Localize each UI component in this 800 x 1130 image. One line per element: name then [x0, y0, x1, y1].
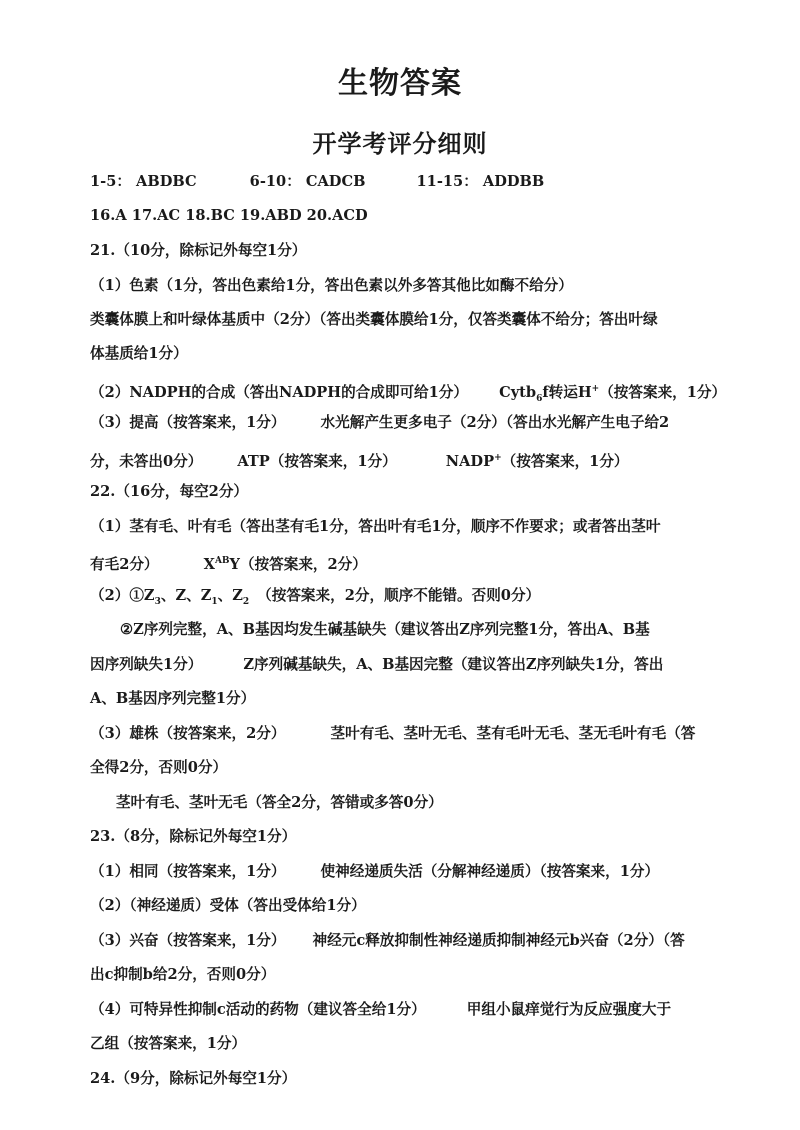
- q23-line-1: [90, 862, 659, 882]
- q22-line-6: A、B基因序列完整1分）: [90, 690, 256, 707]
- h-superscript: +: [591, 384, 600, 394]
- q22-line-9: 茎叶有毛、茎叶无毛（答全2分，答错或多答0分）: [116, 794, 443, 811]
- q23-line-5: [90, 1000, 671, 1020]
- page-subtitle: 开学考评分细则: [312, 129, 488, 158]
- q21-water-photolysis-answer: 水光解产生更多电子（2分）（答出水光解产生电子给2: [320, 414, 670, 431]
- q22-seq-missing-note: 因序列缺失1分）: [90, 656, 203, 673]
- answers-6-10: 6-10： CADCB: [249, 173, 366, 190]
- ab-superscript: AB: [214, 556, 230, 566]
- q23-line-6: 乙组（按答案来，1分）: [90, 1035, 247, 1052]
- q23-same-answer: （1）相同（按答案来，1分）: [90, 863, 286, 880]
- q22-z-deletion-answer: Z序列碱基缺失，A、B基因完整（建议答出Z序列缺失1分，答出: [243, 656, 664, 673]
- x-chromosome-text: X: [203, 555, 215, 573]
- mc-answers-row-2: 16.A 17.AC 18.BC 19.ABD 20.ACD: [90, 207, 368, 224]
- q21-line-6: [90, 448, 629, 472]
- q22-line-5: [90, 655, 663, 675]
- answers-1-5: 1-5： ABDBC: [90, 173, 197, 190]
- q23-neuron-c-answer: 神经元c释放抑制性神经递质抑制神经元b兴奋（2分）（答: [312, 932, 685, 949]
- q23-header: 23.（8分，除标记外每空1分）: [90, 828, 297, 845]
- q22-hair-answer-score: 有毛2分）: [90, 555, 159, 573]
- q22-line-7: [90, 724, 695, 744]
- page-title: 生物答案: [338, 66, 462, 101]
- q22-header: 22.（16分，每空2分）: [90, 483, 249, 500]
- z2-subscript: 2: [242, 596, 250, 607]
- cytb-text: Cytb: [499, 383, 537, 401]
- nadp-score-note: （按答案来，1分）: [501, 452, 629, 470]
- answers-11-15: 11-15： ADDBB: [416, 173, 545, 190]
- q23-drug-answer: （4）可特异性抑制c活动的药物（建议答全给1分）: [90, 1001, 426, 1018]
- q23-line-3: [90, 931, 685, 951]
- z-sequence-prefix: （2）①Z: [90, 587, 155, 604]
- q21-nadph-answer: （2）NADPH的合成（答出NADPH的合成即可给1分）: [90, 383, 468, 401]
- q21-line-5: [90, 413, 669, 433]
- q22-line-1: （1）茎有毛、叶有毛（答出茎有毛1分，答出叶有毛1分，顺序不作要求；或者答出茎叶: [90, 518, 661, 535]
- q23-itch-answer: 甲组小鼠痒觉行为反应强度大于: [466, 1001, 672, 1018]
- z-sequence-mid-2: 、Z: [217, 587, 243, 604]
- q22-line-3: [90, 586, 540, 612]
- q21-line-1: （1）色素（1分，答出色素给1分，答出色素以外多答其他比如酶不给分）: [90, 277, 573, 294]
- cytb-subscript: 6: [536, 393, 543, 404]
- q22-line-4: ②Z序列完整，A、B基因均发生碱基缺失（建议答出Z序列完整1分，答出A、B基: [120, 621, 650, 638]
- q21-cytb6f-answer: [499, 379, 726, 409]
- nadp-superscript: +: [494, 453, 502, 463]
- q21-header: 21.（10分，除标记外每空1分）: [90, 242, 307, 259]
- q21-line-3: 体基质给1分）: [90, 345, 188, 362]
- cytb6f-score-note: （按答案来，1分）: [599, 383, 727, 401]
- q23-line-4: 出c抑制b给2分，否则0分）: [90, 966, 276, 983]
- mc-answers-row-1: [90, 172, 544, 192]
- z-sequence-mid-1: 、Z、Z: [160, 587, 212, 604]
- q22-line-8: 全得2分，否则0分）: [90, 759, 228, 776]
- q21-atp-answer: ATP（按答案来，1分）: [237, 452, 397, 470]
- q24-header: 24.（9分，除标记外每空1分）: [90, 1070, 297, 1087]
- q23-excite-answer: （3）兴奋（按答案来，1分）: [90, 932, 286, 949]
- q23-inactivate-answer: 使神经递质失活（分解神经递质）（按答案来，1分）: [320, 863, 660, 880]
- q21-nadp-answer: [446, 448, 629, 472]
- z3-subscript: 3: [154, 596, 161, 607]
- q22-male-answer: （3）雄株（按答案来，2分）: [90, 725, 286, 742]
- transport-h-text: f转运H: [542, 383, 592, 401]
- q21-line-4: [90, 379, 726, 409]
- genotype-score-note: Y（按答案来，2分）: [229, 555, 367, 573]
- q23-line-2: （2）（神经递质）受体（答出受体给1分）: [90, 897, 366, 914]
- q22-line-2: [90, 551, 367, 575]
- q21-no-answer-note: 分，未答出0分）: [90, 452, 203, 470]
- q21-line-2: 类囊体膜上和叶绿体基质中（2分）（答出类囊体膜给1分，仅答类囊体不给分；答出叶绿: [90, 311, 658, 328]
- nadp-text: NADP: [445, 452, 495, 470]
- z-sequence-score-note: （按答案来，2分，顺序不能错。否则0分）: [257, 587, 541, 604]
- q21-increase-answer: （3）提高（按答案来，1分）: [90, 414, 286, 431]
- q22-phenotypes-answer: 茎叶有毛、茎叶无毛、茎有毛叶无毛、茎无毛叶有毛（答: [330, 725, 696, 742]
- q22-genotype-answer: [204, 551, 367, 575]
- z1-subscript: 1: [211, 596, 218, 607]
